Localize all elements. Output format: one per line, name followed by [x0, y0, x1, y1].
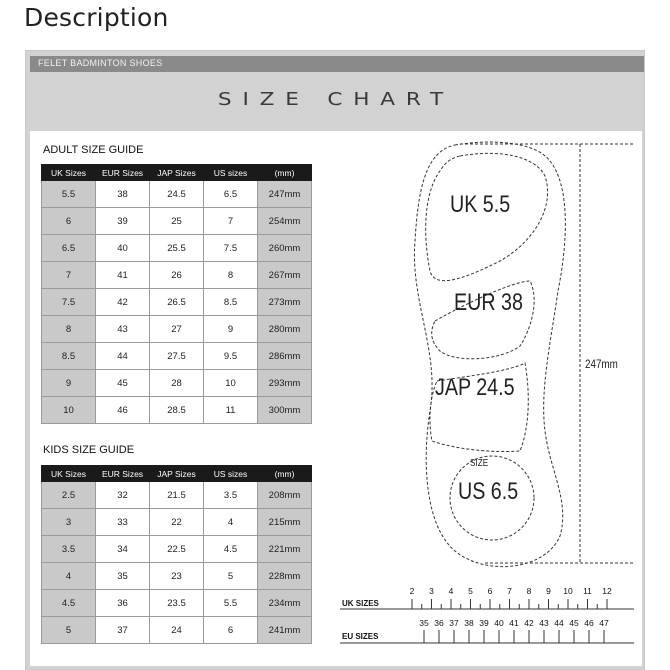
adult-cell-mm: 273mm [258, 289, 312, 316]
adult-cell-us: 8 [204, 262, 258, 289]
adult-header-eur: EUR Sizes [96, 165, 150, 181]
footprint-jap-label: JAP 24.5 [435, 374, 515, 401]
eu-scale-tick-label: 46 [584, 618, 594, 628]
uk-scale-tick-label: 10 [563, 586, 573, 596]
kids-cell-mm: 221mm [258, 536, 312, 563]
adult-cell-uk: 6 [42, 208, 96, 235]
adult-cell-mm: 286mm [258, 343, 312, 370]
kids-cell-us: 3.5 [204, 482, 258, 509]
adult-cell-us: 7.5 [204, 235, 258, 262]
uk-scale-tick-label: 4 [448, 586, 454, 596]
adult-cell-mm: 280mm [258, 316, 312, 343]
adult-cell-eur: 46 [96, 397, 150, 424]
adult-cell-us: 9 [204, 316, 258, 343]
adult-cell-uk: 8.5 [42, 343, 96, 370]
adult-cell-us: 9.5 [204, 343, 258, 370]
kids-header-uk: UK Sizes [42, 466, 96, 482]
adult-cell-mm: 260mm [258, 235, 312, 262]
brand-bar [30, 56, 644, 72]
kids-cell-jap: 21.5 [150, 482, 204, 509]
eu-scale-label: EU SIZES [342, 632, 379, 641]
adult-cell-jap: 26.5 [150, 289, 204, 316]
size-chart-panel [30, 131, 642, 666]
adult-header-uk: UK Sizes [42, 165, 96, 181]
kids-header-eur: EUR Sizes [96, 466, 150, 482]
adult-cell-mm: 247mm [258, 181, 312, 208]
eu-scale-tick-label: 35 [419, 618, 429, 628]
adult-header-us: US sizes [204, 165, 258, 181]
adult-cell-us: 7 [204, 208, 258, 235]
kids-cell-mm: 208mm [258, 482, 312, 509]
adult-cell-uk: 9 [42, 370, 96, 397]
adult-cell-jap: 25 [150, 208, 204, 235]
footprint-eur-label: EUR 38 [454, 289, 523, 316]
kids-cell-jap: 22 [150, 509, 204, 536]
adult-header-jap: JAP Sizes [150, 165, 204, 181]
eu-scale-tick-label: 47 [599, 618, 609, 628]
kids-cell-jap: 23 [150, 563, 204, 590]
adult-cell-eur: 41 [96, 262, 150, 289]
uk-scale-tick-label: 11 [583, 586, 592, 596]
adult-cell-jap: 25.5 [150, 235, 204, 262]
kids-cell-jap: 24 [150, 617, 204, 644]
kids-cell-mm: 234mm [258, 590, 312, 617]
kids-cell-eur: 37 [96, 617, 150, 644]
adult-guide-title: ADULT SIZE GUIDE [43, 144, 144, 156]
eu-scale-tick-label: 43 [539, 618, 549, 628]
kids-cell-us: 4.5 [204, 536, 258, 563]
kids-cell-mm: 215mm [258, 509, 312, 536]
kids-cell-mm: 241mm [258, 617, 312, 644]
kids-cell-us: 6 [204, 617, 258, 644]
eu-scale-tick-label: 39 [479, 618, 489, 628]
adult-cell-us: 11 [204, 397, 258, 424]
adult-cell-uk: 6.5 [42, 235, 96, 262]
kids-cell-uk: 3 [42, 509, 96, 536]
adult-cell-mm: 254mm [258, 208, 312, 235]
kids-cell-uk: 4 [42, 563, 96, 590]
uk-scale-tick-label: 2 [409, 586, 415, 596]
uk-scale-tick-label: 3 [429, 586, 434, 596]
adult-cell-jap: 24.5 [150, 181, 204, 208]
adult-cell-mm: 300mm [258, 397, 312, 424]
footprint-uk-label: UK 5.5 [450, 191, 511, 218]
adult-cell-us: 6.5 [204, 181, 258, 208]
adult-cell-jap: 27.5 [150, 343, 204, 370]
kids-cell-us: 5 [204, 563, 258, 590]
adult-cell-jap: 28 [150, 370, 204, 397]
eu-scale-tick-label: 37 [449, 618, 459, 628]
kids-guide-title: KIDS SIZE GUIDE [43, 444, 135, 456]
adult-cell-uk: 5.5 [42, 181, 96, 208]
kids-cell-us: 5.5 [204, 590, 258, 617]
uk-scale-label: UK SIZES [342, 599, 379, 608]
kids-cell-uk: 5 [42, 617, 96, 644]
kids-cell-eur: 33 [96, 509, 150, 536]
adult-cell-uk: 10 [42, 397, 96, 424]
eu-scale-tick-label: 40 [494, 618, 504, 628]
adult-header-mm: (mm) [258, 165, 312, 181]
uk-scale-tick-label: 6 [487, 586, 493, 596]
eu-scale-tick-label: 42 [524, 618, 534, 628]
kids-header-jap: JAP Sizes [150, 466, 204, 482]
adult-cell-eur: 42 [96, 289, 150, 316]
uk-scale-tick-label: 9 [546, 586, 551, 596]
adult-cell-eur: 39 [96, 208, 150, 235]
adult-cell-jap: 28.5 [150, 397, 204, 424]
adult-cell-eur: 40 [96, 235, 150, 262]
adult-cell-eur: 45 [96, 370, 150, 397]
uk-scale-tick-label: 12 [602, 586, 612, 596]
adult-cell-eur: 38 [96, 181, 150, 208]
eu-scale-tick-label: 44 [554, 618, 564, 628]
kids-cell-eur: 35 [96, 563, 150, 590]
kids-cell-eur: 34 [96, 536, 150, 563]
section-heading: Description [24, 3, 169, 32]
size-chart-card [25, 50, 645, 670]
footprint-length-label: 247mm [585, 357, 618, 371]
kids-cell-us: 4 [204, 509, 258, 536]
eu-scale-tick-label: 45 [569, 618, 579, 628]
adult-cell-us: 8.5 [204, 289, 258, 316]
adult-cell-mm: 293mm [258, 370, 312, 397]
kids-cell-eur: 32 [96, 482, 150, 509]
kids-cell-jap: 23.5 [150, 590, 204, 617]
kids-cell-uk: 4.5 [42, 590, 96, 617]
adult-cell-mm: 267mm [258, 262, 312, 289]
footprint-us-label: US 6.5 [458, 478, 519, 505]
kids-cell-uk: 2.5 [42, 482, 96, 509]
adult-cell-us: 10 [204, 370, 258, 397]
uk-scale-tick-label: 5 [468, 586, 473, 596]
kids-header-us: US sizes [204, 466, 258, 482]
uk-scale-tick-label: 7 [507, 586, 512, 596]
kids-cell-uk: 3.5 [42, 536, 96, 563]
adult-cell-jap: 27 [150, 316, 204, 343]
brand-label: FELET BADMINTON SHOES [38, 58, 163, 68]
eu-scale-tick-label: 41 [509, 618, 519, 628]
adult-cell-uk: 7 [42, 262, 96, 289]
uk-scale-tick-label: 8 [526, 586, 532, 596]
adult-cell-uk: 7.5 [42, 289, 96, 316]
adult-cell-eur: 43 [96, 316, 150, 343]
adult-cell-jap: 26 [150, 262, 204, 289]
kids-cell-jap: 22.5 [150, 536, 204, 563]
eu-scale-tick-label: 36 [434, 618, 444, 628]
kids-header-mm: (mm) [258, 466, 312, 482]
size-chart-title: SIZE CHART [217, 89, 455, 110]
kids-cell-mm: 228mm [258, 563, 312, 590]
footprint-size-caption: SIZE [470, 458, 489, 469]
eu-scale-tick-label: 38 [464, 618, 474, 628]
kids-cell-eur: 36 [96, 590, 150, 617]
adult-cell-eur: 44 [96, 343, 150, 370]
adult-cell-uk: 8 [42, 316, 96, 343]
